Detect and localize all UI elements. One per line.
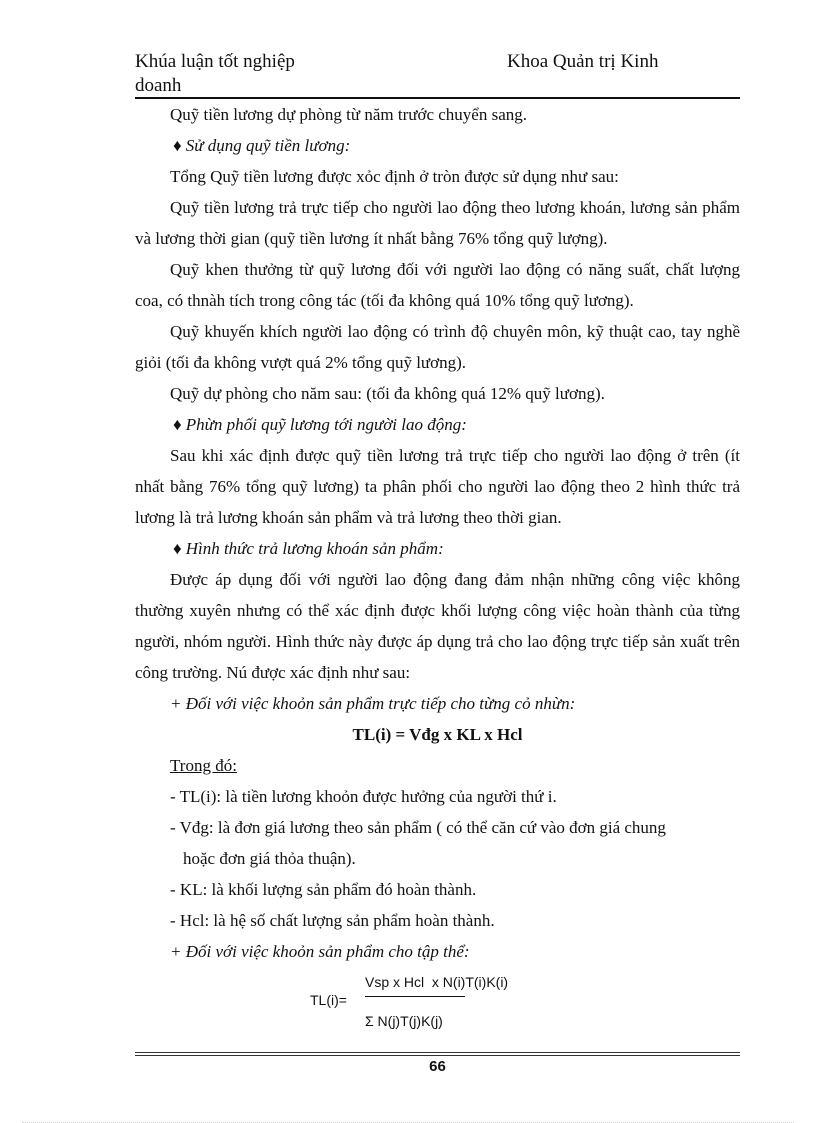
definition-vdg-cont: hoặc đơn giá thỏa thuận). [183, 849, 356, 868]
header-faculty: Khoa Quản trị Kinh [507, 51, 659, 72]
paragraph-next-year-reserve: Quỹ dự phòng cho năm sau: (tối đa không quá 12% quỹ lương). [170, 384, 605, 403]
footer-rule [135, 1055, 740, 1056]
subheading-collective: + Đối với việc khoỏn sản phẩm cho tập thể: [170, 942, 470, 961]
formula-lhs: TL(i)= [310, 992, 347, 1008]
diamond-bullet-icon: ♦ [173, 136, 182, 155]
paragraph-total-fund: Tổng Quỹ tiền lương được xỏc định ở tròn được sử dụng như sau: [170, 167, 619, 186]
heading-piece-rate [135, 533, 740, 564]
definition-kl: - KL: là khối lượng sản phẩm đó hoàn thành. [170, 880, 477, 899]
heading-text: Sử dụng quỹ tiền lương: [185, 136, 351, 155]
where-label: Trong đó: [170, 756, 237, 775]
heading-distribution [135, 409, 740, 440]
heading-text: Hình thức trả lương khoán sản phẩm: [185, 539, 444, 558]
header-thesis-title: Khúa luận tốt nghiệp [135, 51, 295, 72]
document-body [135, 99, 740, 967]
paragraph-distribution: Sau khi xác định được quỹ tiền lương trả trực tiếp cho người lao động ở trên (ít nhất bằng 76% tổng quỹ lương) ta phân phối cho người lao động theo 2 hình thức trả lương là trả lương khoán sản phẩm và trả lương theo thời gian. [135, 446, 740, 527]
page-number: 66 [429, 1058, 446, 1075]
formula-denominator: Σ N(j)T(j)K(j) [365, 1013, 443, 1029]
paragraph-reserve-fund: Quỹ tiền lương dự phòng từ năm trước chuyển sang. [170, 105, 527, 124]
definition-hcl: - Hcl: là hệ số chất lượng sản phẩm hoàn thành. [170, 911, 495, 930]
heading-use-of-fund [135, 130, 740, 161]
heading-text: Phừn phối quỹ lương tới người lao động: [185, 415, 467, 434]
paragraph-incentive-fund: Quỹ khuyến khích người lao động có trình độ chuyên môn, kỹ thuật cao, tay nghề giỏi (tối đa không vượt quá 2% tổng quỹ lương). [135, 322, 740, 372]
paragraph-bonus-fund: Quỹ khen thưởng từ quỹ lương đối với người lao động có năng suất, chất lượng coa, có thnàh tích trong công tác (tối đa không quá 10% tổng quỹ lương). [135, 260, 740, 310]
header-thesis-title-cont: doanh [135, 75, 182, 96]
diamond-bullet-icon: ♦ [173, 539, 182, 558]
formula-numerator: Vsp x Hcl x N(i)T(i)K(i) [365, 974, 509, 990]
fraction-bar [365, 996, 465, 997]
formula-collective [300, 968, 560, 1038]
paragraph-piece-rate: Được áp dụng đối với người lao động đang đảm nhận những công việc không thường xuyên nhưng có thể xác định được khối lượng công việc hoàn thành của từng người, nhóm người. Hình thức này được áp dụng trả cho lao động trực tiếp sản xuất trên công trường. Nú được xác định như sau: [135, 570, 740, 682]
subheading-individual: + Đối với việc khoỏn sản phẩm trực tiếp cho từng cỏ nhừn: [170, 694, 576, 713]
definition-tl: - TL(i): là tiền lương khoỏn được hưởng của người thứ i. [170, 787, 557, 806]
definition-vdg: - Vđg: là đơn giá lương theo sản phẩm ( có thể căn cứ vào đơn giá chung [170, 818, 666, 837]
formula-individual: TL(i) = Vđg x KL x Hcl [352, 725, 523, 744]
footer-rule [135, 1052, 740, 1053]
diamond-bullet-icon: ♦ [173, 415, 182, 434]
paragraph-direct-pay: Quỹ tiền lương trả trực tiếp cho người lao động theo lương khoán, lương sản phẩm và lương thời gian (quỹ tiền lương ít nhất bằng 76% tổng quỹ lượng). [135, 198, 740, 248]
